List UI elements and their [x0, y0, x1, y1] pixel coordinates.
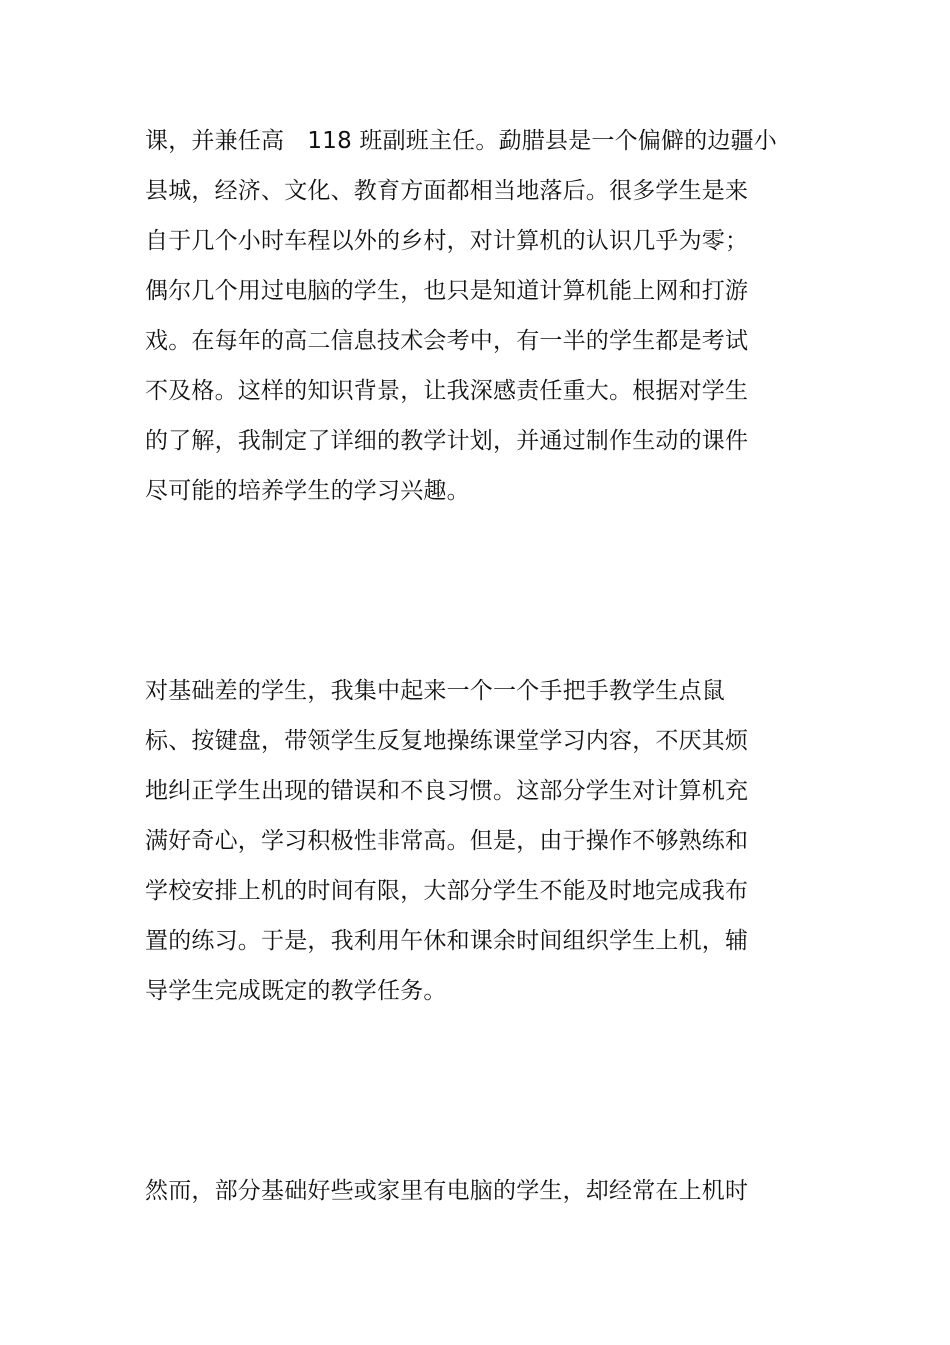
text-line: 置的练习。于是，我利用午休和课余时间组织学生上机，辅 — [145, 928, 749, 954]
paragraph-1 — [145, 116, 785, 516]
text-line: 的了解，我制定了详细的教学计划，并通过制作生动的课件 — [145, 428, 749, 454]
text-line: 地纠正学生出现的错误和不良习惯。这部分学生对计算机充 — [145, 778, 749, 804]
text-line: 标、按键盘，带领学生反复地操练课堂学习内容，不厌其烦 — [145, 728, 749, 754]
text-line: 尽可能的培养学生的学习兴趣。 — [145, 478, 470, 504]
text-line: 不及格。这样的知识背景，让我深感责任重大。根据对学生 — [145, 378, 749, 404]
paragraph-3 — [145, 1166, 785, 1216]
text-line: 导学生完成既定的教学任务。 — [145, 978, 447, 1004]
text-line: 自于几个小时车程以外的乡村，对计算机的认识几乎为零； — [145, 228, 749, 254]
text-line: 满好奇心，学习积极性非常高。但是，由于操作不够熟练和 — [145, 828, 749, 854]
text-line: 县城，经济、文化、教育方面都相当地落后。很多学生是来 — [145, 178, 749, 204]
text-line: 然而，部分基础好些或家里有电脑的学生，却经常在上机时 — [145, 1178, 749, 1204]
text-line: 对基础差的学生，我集中起来一个一个手把手教学生点鼠 — [145, 678, 725, 704]
paragraph-2 — [145, 666, 785, 1016]
text-line: 课，并兼任高 118 班副班主任。勐腊县是一个偏僻的边疆小 — [145, 128, 778, 154]
text-line: 偶尔几个用过电脑的学生，也只是知道计算机能上网和打游 — [145, 278, 749, 304]
text-line: 学校安排上机的时间有限，大部分学生不能及时地完成我布 — [145, 878, 749, 904]
text-line: 戏。在每年的高二信息技术会考中，有一半的学生都是考试 — [145, 328, 749, 354]
